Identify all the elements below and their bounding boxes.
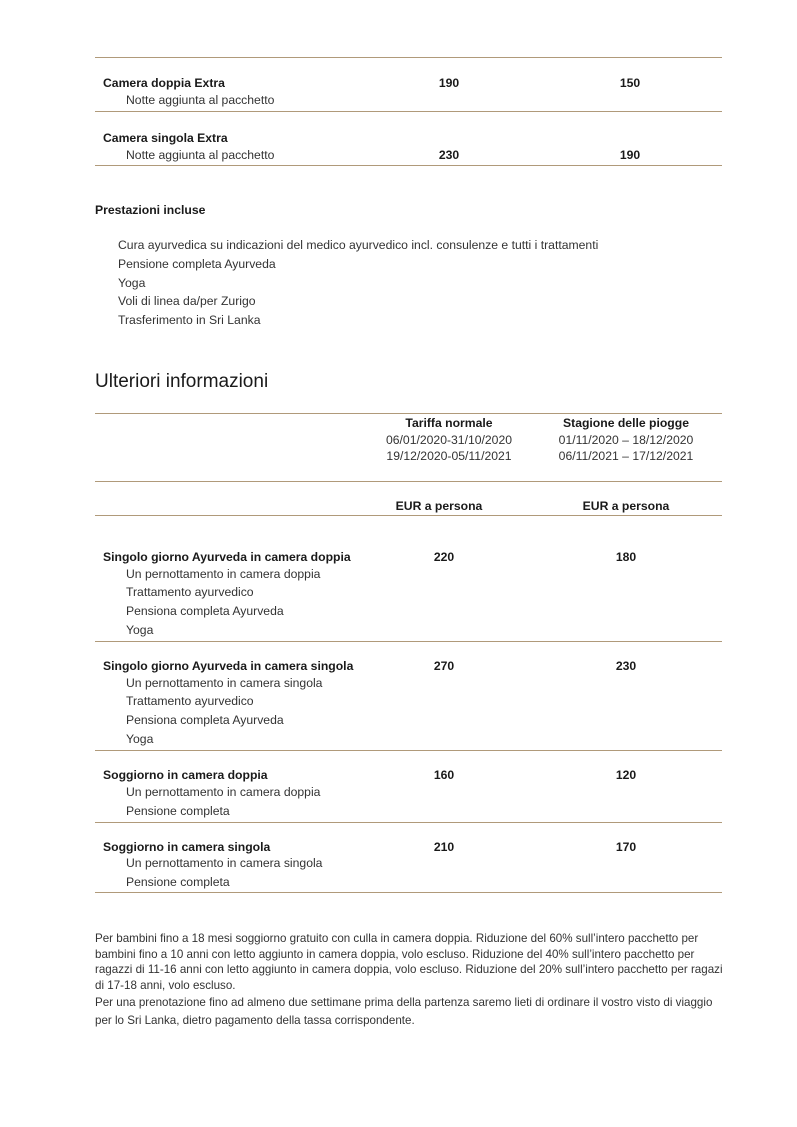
- row-title: Camera doppia Extra: [103, 76, 225, 90]
- price-normal: 270: [433, 659, 455, 673]
- table-rule: [95, 515, 722, 516]
- row-item: Un pernottamento in camera doppia: [126, 567, 321, 581]
- table-rule: [95, 165, 722, 166]
- row-item: Un pernottamento in camera singola: [126, 676, 323, 690]
- price-normal: 220: [433, 550, 455, 564]
- price-rainy: 150: [619, 76, 641, 90]
- season-dates: 06/11/2021 – 17/12/2021: [558, 449, 694, 463]
- table-rule: [95, 750, 722, 751]
- section-heading: Ulteriori informazioni: [95, 371, 269, 392]
- included-heading: Prestazioni incluse: [95, 203, 206, 217]
- price-rainy: 170: [615, 840, 637, 854]
- included-item: Voli di linea da/per Zurigo: [118, 294, 256, 308]
- season-dates: 06/01/2020-31/10/2020: [385, 433, 513, 447]
- row-item: Un pernottamento in camera doppia: [126, 785, 321, 799]
- included-item: Cura ayurvedica su indicazioni del medico ayurvedico incl. consulenze e tutti i trattamenti: [118, 238, 599, 252]
- row-title: Singolo giorno Ayurveda in camera singola: [103, 659, 354, 673]
- row-title: Soggiorno in camera singola: [103, 840, 271, 854]
- table-rule: [95, 481, 722, 482]
- price-normal: 210: [433, 840, 455, 854]
- table-rule: [95, 57, 722, 58]
- table-rule: [95, 641, 722, 642]
- row-item: Pensiona completa Ayurveda: [126, 604, 284, 618]
- row-item: Trattamento ayurvedico: [126, 694, 254, 708]
- row-item: Pensiona completa Ayurveda: [126, 713, 284, 727]
- table-rule: [95, 413, 722, 414]
- table-rule: [95, 892, 722, 893]
- season-dates: 01/11/2020 – 18/12/2020: [558, 433, 694, 447]
- table-rule: [95, 822, 722, 823]
- unit-label: EUR a persona: [582, 499, 670, 513]
- column-header-normal: Tariffa normale: [405, 416, 493, 430]
- price-rainy: 230: [615, 659, 637, 673]
- row-item: Pensione completa: [126, 875, 230, 889]
- table-rule: [95, 111, 722, 112]
- included-item: Trasferimento in Sri Lanka: [118, 313, 261, 327]
- season-dates: 19/12/2020-05/11/2021: [386, 449, 512, 463]
- row-item: Yoga: [126, 623, 154, 637]
- row-item: Pensione completa: [126, 804, 230, 818]
- included-item: Yoga: [118, 276, 146, 290]
- children-discount-note: Per bambini fino a 18 mesi soggiorno gratuito con culla in camera doppia. Riduzione del 60% sull’intero pacchetto per bambini fino a 10 anni con letto aggiunto in camera doppia, volo escluso. Riduzione del 40% sull’intero pacchetto per ragazzi di 11-16 anni con letto aggiunto in camera doppia, volo escluso. Riduzione del 20% sull’intero pacchetto per ragazi di 17-18 anni, volo escluso.: [95, 932, 723, 992]
- price-normal: 190: [438, 76, 460, 90]
- visa-note: Per una prenotazione fino ad almeno due settimane prima della partenza saremo lieti di ordinare il vostro visto di viaggio per lo Sri Lanka, dietro pagamento della tassa corrispondente.: [95, 996, 713, 1027]
- price-rainy: 120: [615, 768, 637, 782]
- price-rainy: 180: [615, 550, 637, 564]
- row-item: Trattamento ayurvedico: [126, 585, 254, 599]
- price-normal: 230: [438, 148, 460, 162]
- row-item: Un pernottamento in camera singola: [126, 856, 323, 870]
- price-rainy: 190: [619, 148, 641, 162]
- unit-label: EUR a persona: [395, 499, 483, 513]
- column-header-rainy: Stagione delle piogge: [563, 416, 689, 430]
- row-subtitle: Notte aggiunta al pacchetto: [126, 93, 275, 107]
- row-item: Yoga: [126, 732, 154, 746]
- included-item: Pensione completa Ayurveda: [118, 257, 276, 271]
- row-title: Singolo giorno Ayurveda in camera doppia: [103, 550, 351, 564]
- row-title: Camera singola Extra: [103, 131, 228, 145]
- row-subtitle: Notte aggiunta al pacchetto: [126, 148, 275, 162]
- row-title: Soggiorno in camera doppia: [103, 768, 268, 782]
- price-normal: 160: [433, 768, 455, 782]
